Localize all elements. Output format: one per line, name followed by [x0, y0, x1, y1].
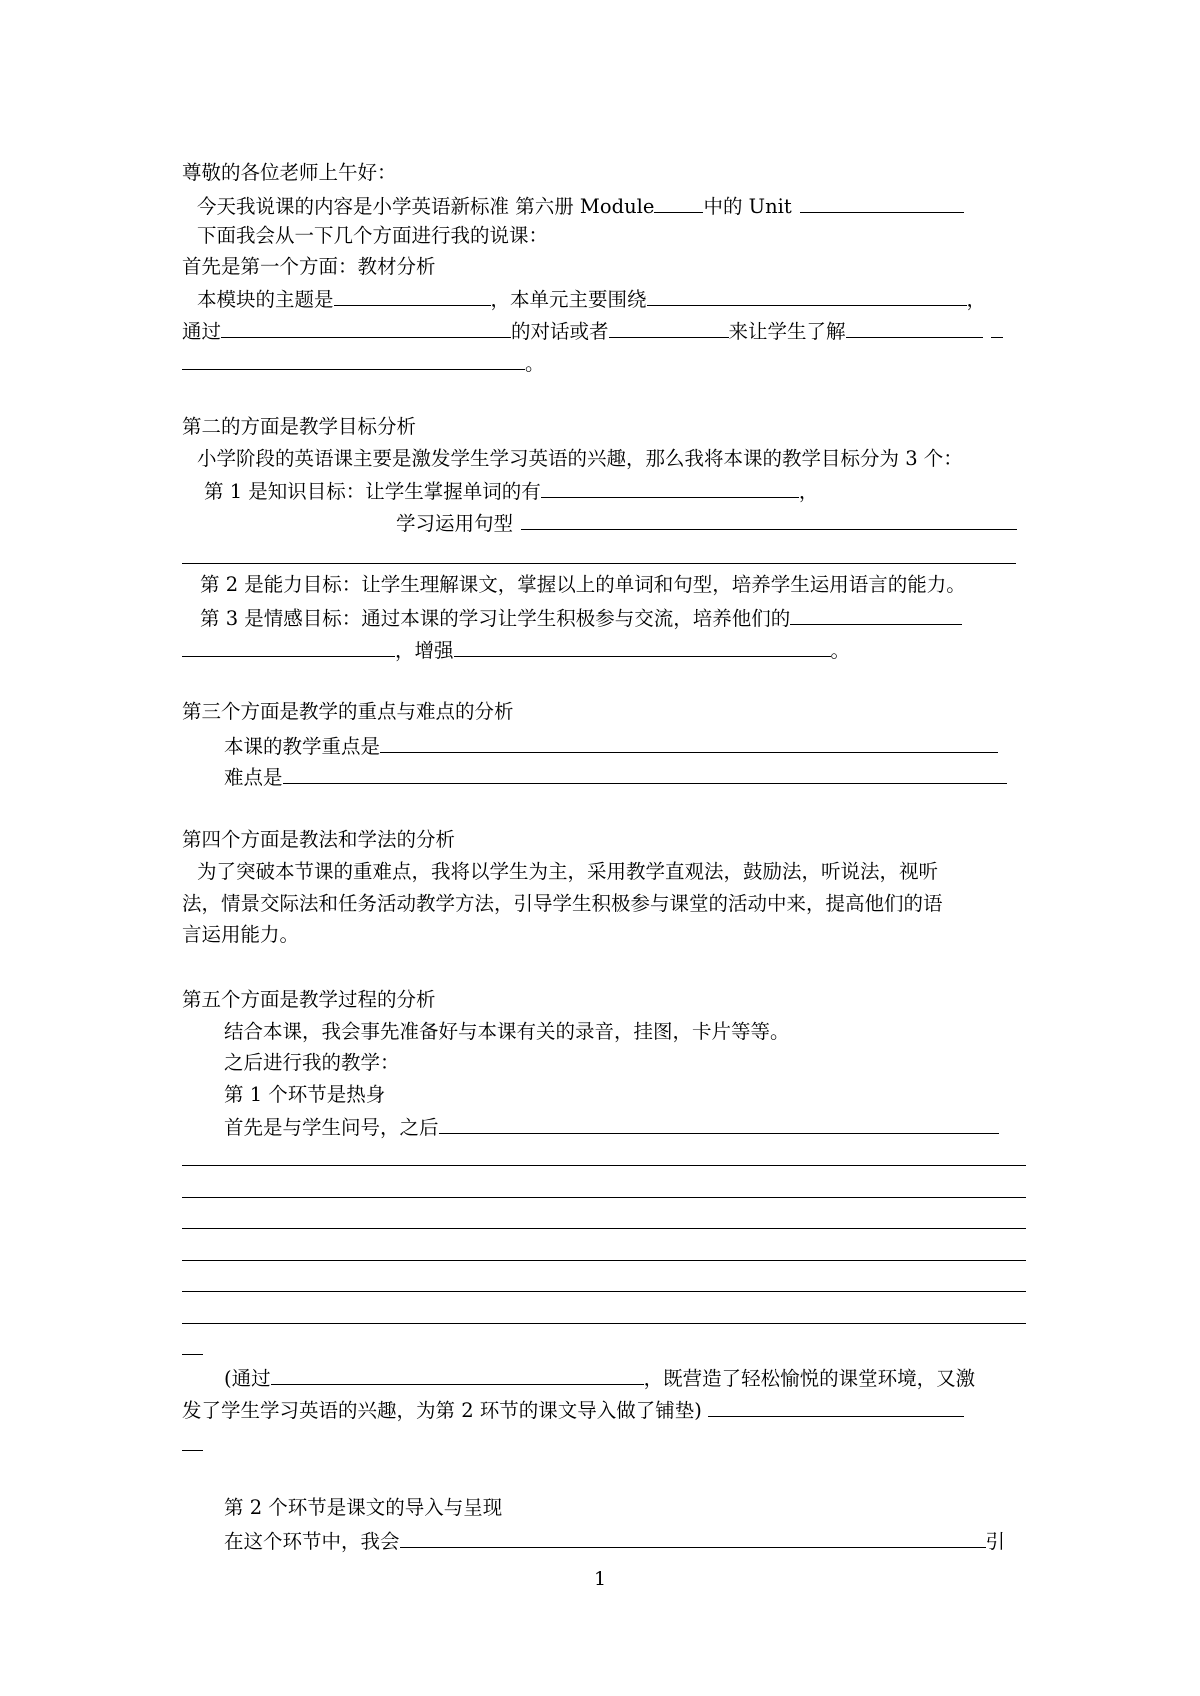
section-1-heading	[182, 252, 436, 282]
goal-1-text-a: 第 1 是知识目标：让学生掌握单词的有	[204, 480, 541, 503]
page-number: 1	[593, 1568, 607, 1590]
understand-blank-cont[interactable]	[182, 347, 525, 370]
difficult-point-blank[interactable]	[283, 761, 1007, 784]
difficult-point-text: 难点是	[224, 766, 283, 789]
section-4-heading	[182, 825, 455, 855]
cultivate-blank[interactable]	[790, 602, 962, 625]
goal-3-line	[200, 602, 962, 632]
outline-text: 下面我会从一下几个方面进行我的说课：	[197, 224, 549, 247]
understand-blank[interactable]	[846, 315, 983, 338]
through-blank[interactable]	[271, 1362, 644, 1385]
s1-l1-text-b: ，本单元主要围绕	[490, 288, 647, 311]
goal-1-text-b: ，	[798, 480, 819, 503]
key-point-blank[interactable]	[380, 730, 998, 753]
through-text-a: (通过	[224, 1367, 271, 1390]
intro-text-2: 中的 Unit	[703, 195, 792, 218]
section-5-heading-text: 第五个方面是教学过程的分析	[182, 988, 436, 1011]
section-5-heading	[182, 985, 436, 1015]
words-blank[interactable]	[541, 475, 799, 498]
section-4-p1	[197, 857, 938, 887]
section-3-heading	[182, 697, 514, 727]
through-text-c: 发了学生学习英语的兴趣，为第 2 环节的课文导入做了铺垫)	[182, 1399, 702, 1422]
s1-l2-text-b: 的对话或者	[511, 320, 609, 343]
through-line-tail[interactable]	[182, 1450, 203, 1451]
intro-line	[197, 190, 964, 220]
greeting	[182, 158, 397, 188]
dialogue-blank[interactable]	[221, 315, 511, 338]
s1-l2-text-a: 通过	[182, 320, 222, 343]
intro-text-1: 今天我说课的内容是小学英语新标准 第六册 Module	[197, 195, 655, 218]
step-1-line-5[interactable]	[182, 1260, 1026, 1261]
step-1-line-4[interactable]	[182, 1228, 1026, 1229]
section-4-p2	[182, 889, 943, 919]
section-1-line-1	[197, 283, 986, 313]
section-4-p3-text: 言运用能力。	[182, 923, 300, 946]
step-1-line-6[interactable]	[182, 1291, 1026, 1292]
cultivate-blank-cont[interactable]	[182, 634, 395, 657]
key-point-line	[224, 730, 998, 760]
enhance-blank[interactable]	[454, 634, 831, 657]
step-2-line	[224, 1525, 1005, 1555]
sentence-pattern-line	[396, 507, 1017, 537]
section-5-prep-text: 结合本课，我会事先准备好与本课有关的录音，挂图，卡片等等。	[224, 1020, 790, 1043]
step-2-blank[interactable]	[400, 1525, 986, 1548]
s1-l2-text-c: 来让学生了解	[728, 320, 846, 343]
goal-3-line-2	[182, 634, 850, 664]
greeting-text: 尊敬的各位老师上午好：	[182, 161, 397, 184]
section-1-line-3	[182, 347, 545, 377]
step-1-line	[224, 1111, 999, 1141]
section-4-p2-text: 法，情景交际法和任务活动教学方法，引导学生积极参与课堂的活动中来，提高他们的语	[182, 892, 943, 915]
outline-line	[197, 221, 548, 251]
step-2-text-a: 在这个环节中，我会	[224, 1530, 400, 1553]
goal-3-text-c: 。	[830, 639, 851, 662]
unit-focus-blank[interactable]	[647, 283, 967, 306]
section-2-intro	[197, 444, 963, 474]
goal-3-text-a: 第 3 是情感目标：通过本课的学习让学生积极参与交流，培养他们的	[200, 607, 791, 630]
step-1-line-7[interactable]	[182, 1323, 1026, 1324]
section-5-then	[224, 1048, 400, 1078]
step-1-line-2[interactable]	[182, 1165, 1026, 1166]
section-4-p1-text: 为了突破本节课的重难点，我将以学生为主，采用教学直观法，鼓励法，听说法，视听	[197, 860, 939, 883]
blank-line-full[interactable]	[182, 563, 1016, 564]
through-line	[224, 1362, 975, 1392]
step-1-title	[224, 1080, 385, 1110]
s1-l1-text-a: 本模块的主题是	[197, 288, 334, 311]
section-4-heading-text: 第四个方面是教法和学法的分析	[182, 828, 456, 851]
step-1-text: 首先是与学生问号，之后	[224, 1116, 439, 1139]
step-1-line-tail[interactable]	[182, 1354, 203, 1355]
section-3-heading-text: 第三个方面是教学的重点与难点的分析	[182, 700, 514, 723]
goal-1-text-c: 学习运用句型	[396, 512, 514, 535]
through-line-2	[182, 1394, 964, 1424]
through-blank-2[interactable]	[708, 1394, 964, 1417]
s1-l3-end: 。	[525, 352, 545, 375]
section-2-heading	[182, 412, 416, 442]
unit-blank[interactable]	[800, 190, 964, 213]
section-1-heading-text: 首先是第一个方面：教材分析	[182, 255, 436, 278]
step-1-blank[interactable]	[439, 1111, 999, 1134]
section-4-p3	[182, 920, 299, 950]
key-point-text: 本课的教学重点是	[224, 735, 381, 758]
step-1-line-3[interactable]	[182, 1197, 1026, 1198]
section-2-heading-text: 第二的方面是教学目标分析	[182, 415, 417, 438]
goal-1-line	[204, 475, 818, 505]
step-2-title	[224, 1493, 502, 1523]
goal-2-text: 第 2 是能力目标：让学生理解课文，掌握以上的单词和句型，培养学生运用语言的能力。	[200, 573, 966, 596]
section-1-line-2	[182, 315, 1003, 345]
goal-2-line	[200, 570, 966, 600]
step-2-title-text: 第 2 个环节是课文的导入与呈现	[224, 1496, 503, 1519]
section-2-intro-text: 小学阶段的英语课主要是激发学生学习英语的兴趣，那么我将本课的教学目标分为 3 个：	[197, 447, 963, 470]
sentence-pattern-blank[interactable]	[521, 507, 1017, 530]
theme-blank[interactable]	[334, 283, 491, 306]
through-text-b: ，既营造了轻松愉悦的课堂环境，又激	[643, 1367, 976, 1390]
section-5-then-text: 之后进行我的教学：	[224, 1051, 400, 1074]
section-5-prep	[224, 1017, 790, 1047]
understand-blank-tail[interactable]	[991, 315, 1003, 338]
s1-l1-text-c: ，	[966, 288, 987, 311]
step-2-text-b: 引	[985, 1530, 1006, 1553]
module-blank[interactable]	[654, 190, 703, 213]
or-blank[interactable]	[609, 315, 729, 338]
goal-3-text-b: ，增强	[395, 639, 454, 662]
difficult-point-line	[224, 761, 1007, 791]
step-1-title-text: 第 1 个环节是热身	[224, 1083, 386, 1106]
